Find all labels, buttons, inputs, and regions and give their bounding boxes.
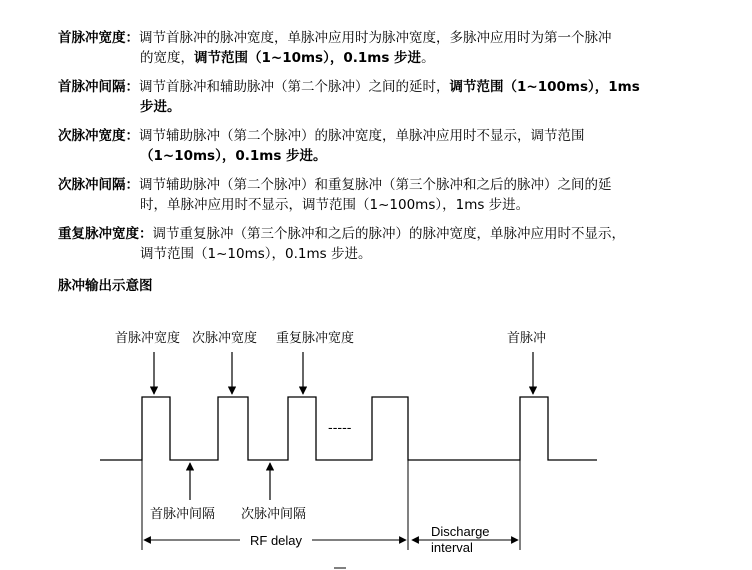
label-rf-delay: RF delay <box>250 533 303 548</box>
term-colon: ： <box>125 177 139 193</box>
para-continuation: （1~10ms），0.1ms 步进。 <box>140 148 327 164</box>
label-repeat-pulse-width: 重复脉冲宽度 <box>276 331 355 346</box>
para-continuation: 步进。 <box>140 99 181 115</box>
term-repeat-pulse-width: 重复脉冲宽度 <box>58 226 139 242</box>
diagram-heading: 脉冲输出示意图 <box>58 278 153 294</box>
label-first-pulse-interval: 首脉冲间隔 <box>150 507 216 522</box>
para-text: 的宽度， <box>140 50 194 66</box>
para-text: 调节辅助脉冲（第二个脉冲）的脉冲宽度，单脉冲应用时不显示，调节范围 <box>139 128 585 144</box>
term-second-pulse-interval: 次脉冲间隔 <box>58 177 126 193</box>
label-first-pulse: 首脉冲 <box>507 331 547 346</box>
para-text: 调节首脉冲和辅助脉冲（第二个脉冲）之间的延时， <box>139 79 450 95</box>
para-continuation: 时，单脉冲应用时不显示，调节范围（1~100ms），1ms 步进。 <box>140 197 530 213</box>
para-text: 调节辅助脉冲（第二个脉冲）和重复脉冲（第三个脉冲和之后的脉冲）之间的延 <box>139 177 612 193</box>
label-interval: interval <box>431 540 473 555</box>
term-colon: ： <box>139 226 153 242</box>
para-bold-text: 调节范围（1~10ms），0.1ms 步进 <box>194 50 422 66</box>
term-colon: ： <box>125 128 139 144</box>
label-second-pulse-width: 次脉冲宽度 <box>192 331 258 346</box>
label-second-pulse-interval: 次脉冲间隔 <box>241 507 307 522</box>
term-first-pulse-width: 首脉冲宽度 <box>58 30 126 46</box>
label-first-pulse-width: 首脉冲宽度 <box>115 331 181 346</box>
term-colon: ： <box>125 30 139 46</box>
para-line: 调节首脉冲的脉冲宽度，单脉冲应用时为脉冲宽度，多脉冲应用时为第一个脉冲 <box>139 30 612 46</box>
ellipsis-dashes: ----- <box>328 421 352 436</box>
term-first-pulse-interval: 首脉冲间隔 <box>58 79 126 95</box>
para-bold-text: 调节范围（1~100ms），1ms <box>449 79 640 95</box>
para-text: 调节重复脉冲（第三个脉冲和之后的脉冲）的脉冲宽度，单脉冲应用时不显示， <box>152 226 625 242</box>
term-colon: ： <box>125 79 139 95</box>
label-discharge: Discharge <box>431 524 490 539</box>
para-continuation: 调节范围（1~10ms），0.1ms 步进。 <box>140 246 372 262</box>
term-second-pulse-width: 次脉冲宽度 <box>58 128 126 144</box>
para-text-end: 。 <box>421 50 435 66</box>
